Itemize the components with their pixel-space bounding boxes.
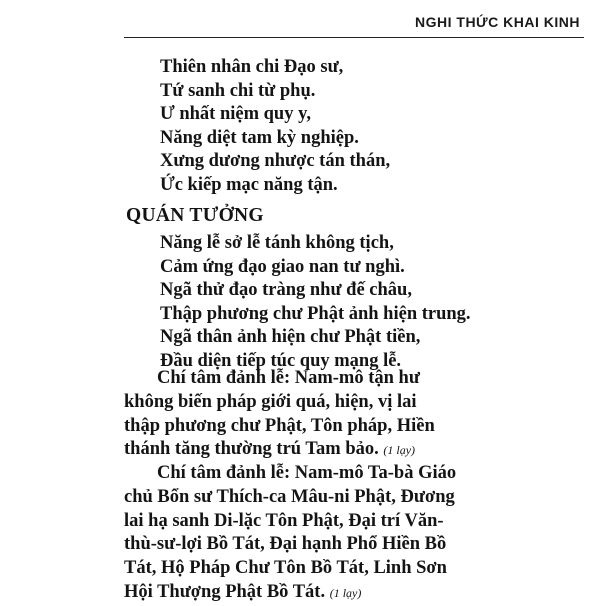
paragraph-line-text: Hội Thượng Phật Bồ Tát. — [124, 581, 326, 602]
verse-line: Thiên nhân chi Đạo sư, — [160, 57, 344, 77]
paragraph-line: chủ Bổn sư Thích-ca Mâu-ni Phật, Đương — [124, 486, 455, 507]
verse-line: Cảm ứng đạo giao nan tư nghì. — [160, 256, 405, 277]
verse-block-1 — [160, 56, 390, 198]
verse-block-2 — [160, 232, 471, 374]
prostration-note: (1 lạy) — [383, 443, 416, 458]
verse-line: Năng diệt tam kỳ nghiệp. — [160, 127, 359, 148]
running-header: NGHI THỨC KHAI KINH — [415, 14, 580, 30]
verse-line: Ư nhất niệm quy y, — [160, 104, 311, 125]
prostration-paragraph-2 — [124, 462, 560, 606]
paragraph-line — [124, 581, 560, 606]
paragraph-line: không biến pháp giới quá, hiện, vị lai — [124, 391, 417, 412]
verse-line: Tứ sanh chi từ phụ. — [160, 80, 316, 101]
section-heading: QUÁN TƯỞNG — [126, 205, 264, 226]
verse-line: Ức kiếp mạc năng tận. — [160, 174, 338, 195]
prostration-paragraph-1 — [124, 367, 560, 463]
verse-line: Đầu diện tiếp túc quy mạng lễ. — [160, 350, 402, 371]
paragraph-line: Chí tâm đảnh lễ: Nam-mô Ta-bà Giáo — [157, 463, 457, 483]
paragraph-line-text: thánh tăng thường trú Tam bảo. — [124, 439, 379, 460]
header-rule — [124, 37, 584, 38]
paragraph-line: Tát, Hộ Pháp Chư Tôn Bồ Tát, Linh Sơn — [124, 558, 447, 579]
verse-line: Thập phương chư Phật ảnh hiện trung. — [160, 303, 471, 324]
verse-line: Ngã thân ảnh hiện chư Phật tiền, — [160, 327, 421, 348]
verse-line: Năng lễ sở lễ tánh không tịch, — [160, 233, 394, 253]
paragraph-line: Chí tâm đảnh lễ: Nam-mô tận hư — [157, 368, 420, 388]
paragraph-line: thập phương chư Phật, Tôn pháp, Hiền — [124, 415, 435, 436]
prostration-note: (1 lạy) — [329, 585, 362, 600]
paragraph-line: thù-sư-lợi Bồ Tát, Đại hạnh Phổ Hiền Bồ — [124, 534, 447, 555]
paragraph-line: lai hạ sanh Di-lặc Tôn Phật, Đại trí Văn- — [124, 510, 444, 531]
verse-line: Ngã thử đạo tràng như đế châu, — [160, 280, 412, 301]
paragraph-line — [124, 438, 560, 463]
verse-line: Xưng dương nhược tán thán, — [160, 151, 391, 172]
